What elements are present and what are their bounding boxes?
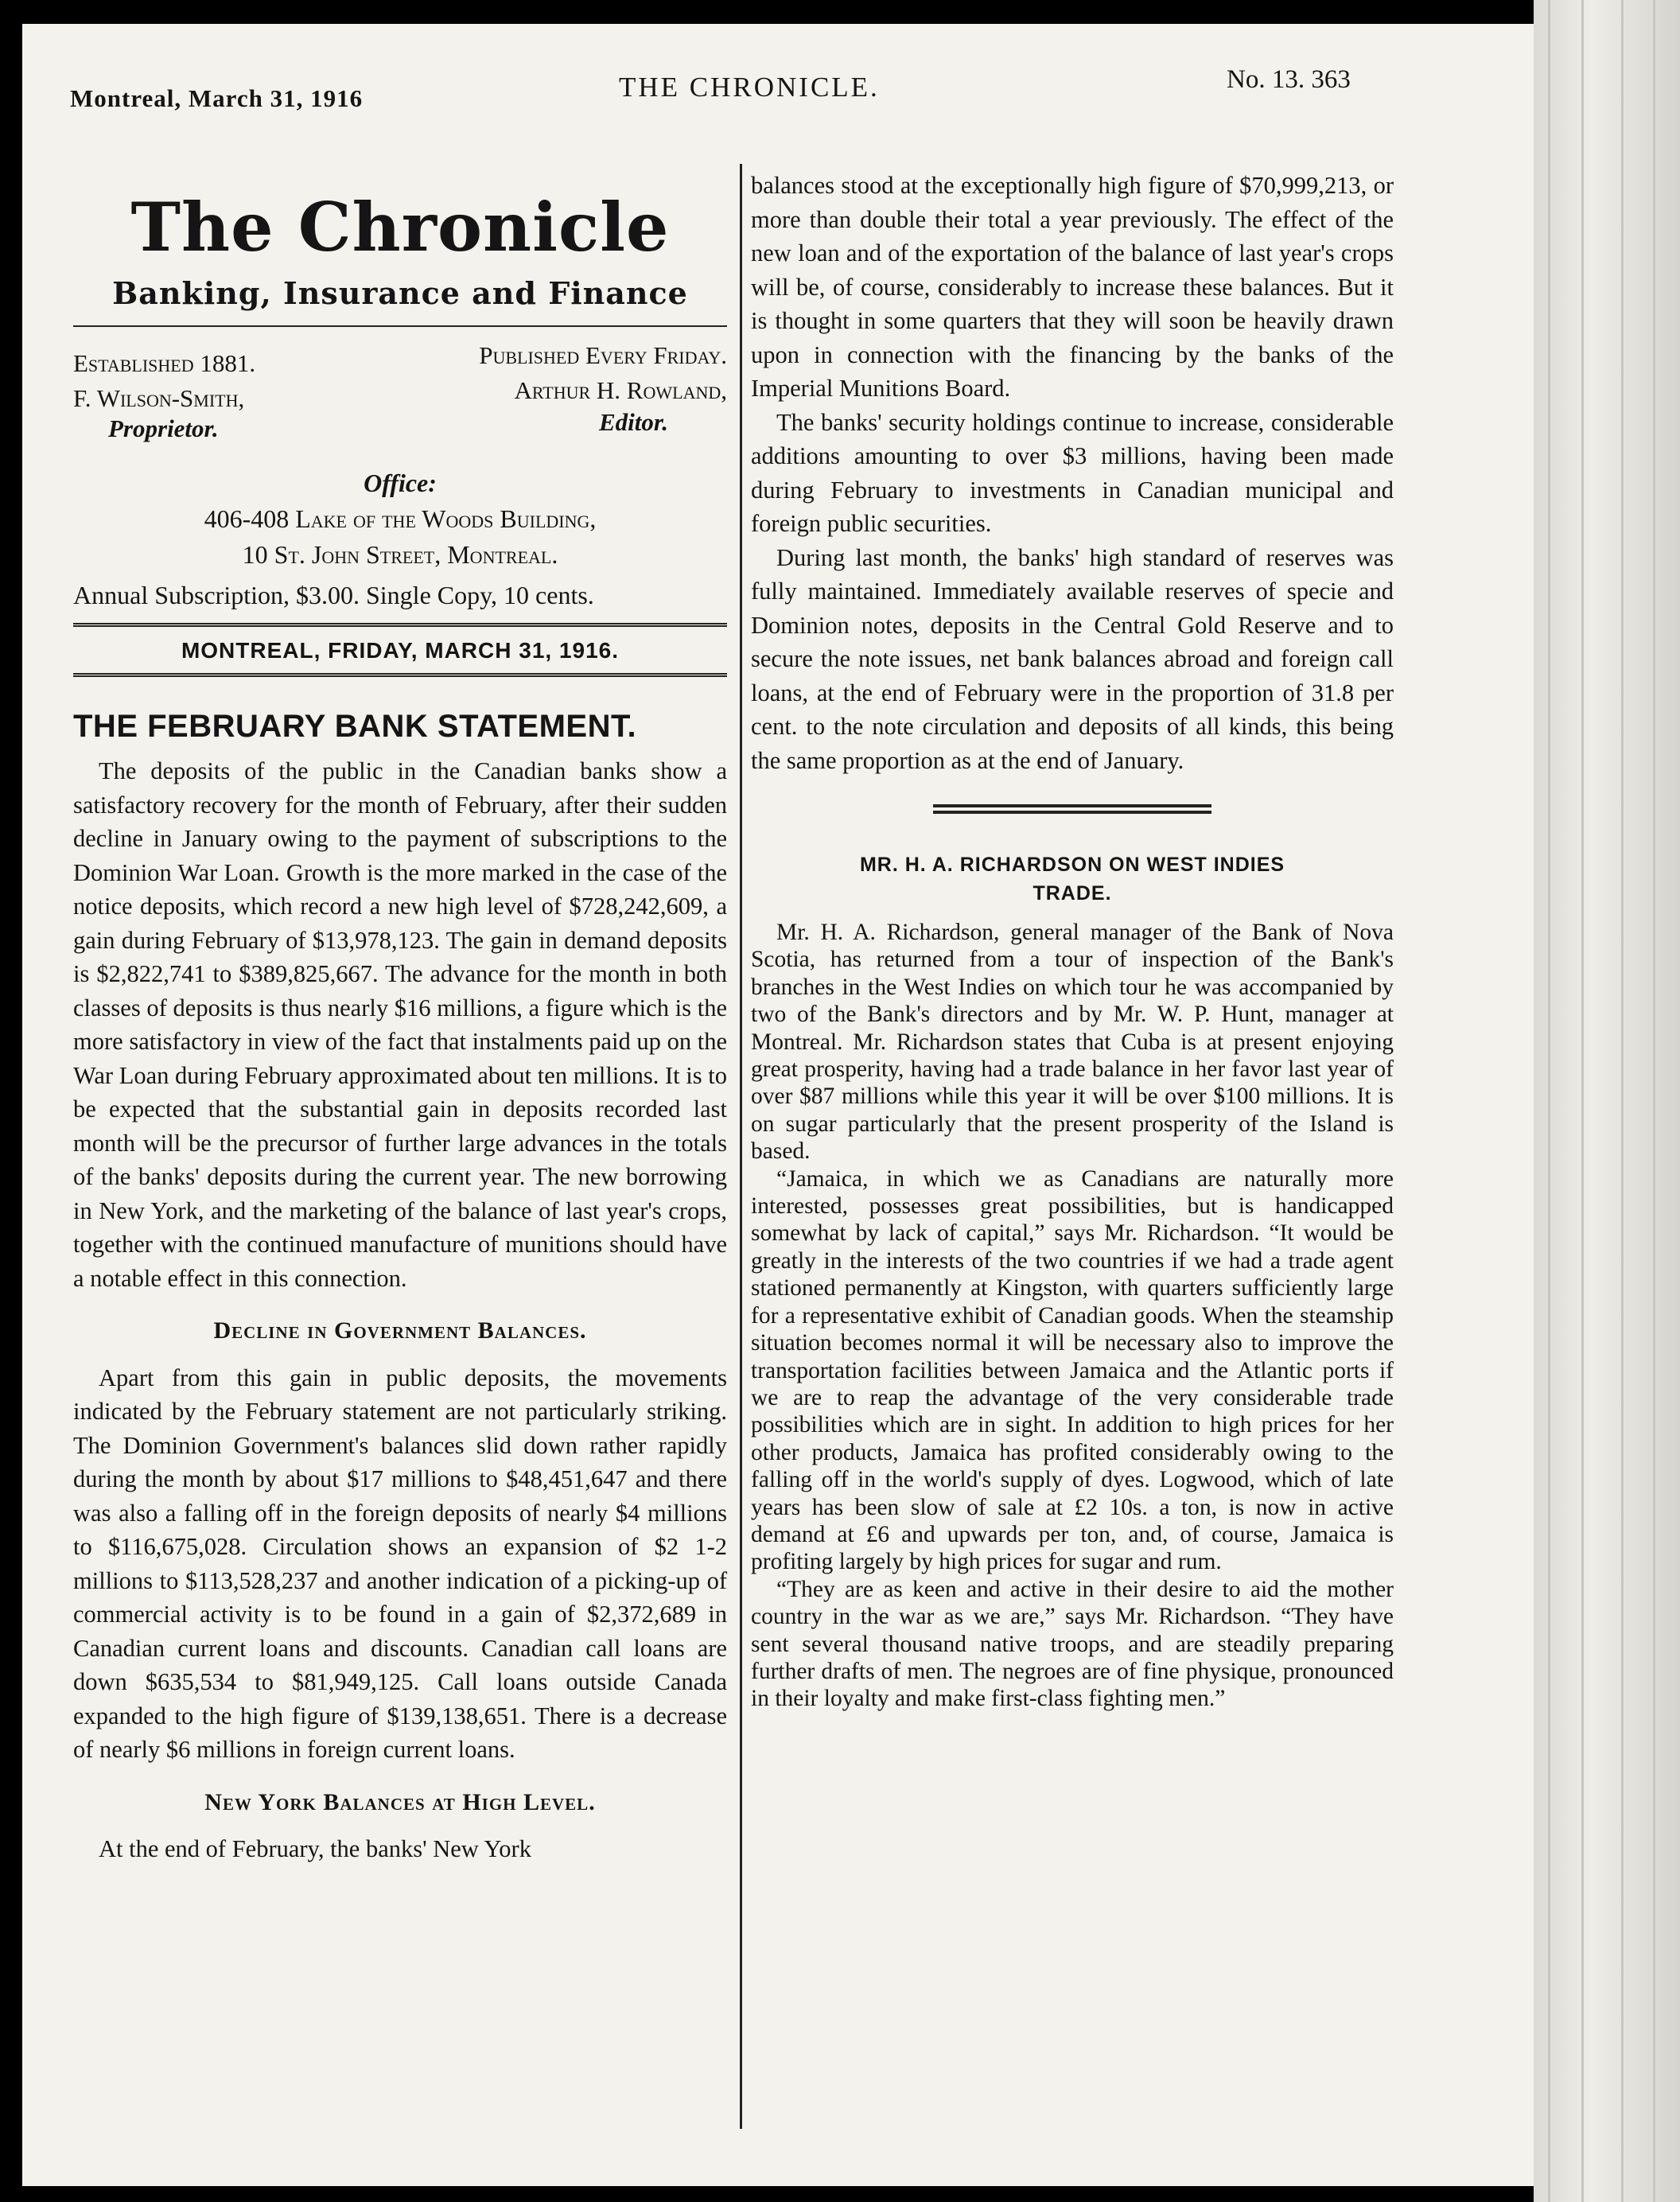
established-note: Established 1881. [73, 349, 256, 378]
publication-info [73, 341, 727, 469]
masthead-rule [73, 325, 727, 327]
running-head-date: Montreal, March 31, 1916 [70, 84, 364, 112]
section-subheading: Decline in Government Balances. [213, 1317, 587, 1344]
headline-line: MR. H. A. RICHARDSON ON WEST INDIES [859, 854, 1285, 876]
editor-role: Editor. [598, 408, 668, 437]
editor-name: Arthur H. Rowland, [514, 376, 727, 405]
article-paragraph: The banks' security holdings continue to increase, considerable additions amounting to over $3 millions, having been made during February to investments in Canadian municipal and foreign public securities. [751, 408, 1394, 537]
article-paragraph: During last month, the banks' high standard of reserves was fully maintained. Immediately available reserves of specie and Dominion notes, deposits in the Central Gold Reserve and to secure the note issues, net bank balances abroad and foreign call loans, at the end of February were in the proportion of 31.8 per cent. to the note circulation and deposits of all kinds, this being the same proportion as at the end of January. [751, 543, 1394, 774]
article-paragraph: “Jamaica, in which we as Canadians are naturally more interested, possesses great possibilities, but is handicapped somewhat by lack of capital,” says Mr. Richardson. “It would be greatly in the interests of the two countries if we had a trade agent stationed permanently at Kingston, with quarters sufficiently large for a representative exhibit of Canadian goods. When the steamship situation becomes normal it will be necessary also to improve the transportation facilities between Jamaica and the Atlantic ports if we are to reap the advantage of the very considerable trade possibilities which are in sight. In addition to high prices for her other products, Jamaica has profited considerably owing to the falling off in the world's supply of dyes. Logwood, which of late years has been slow of sale at £2 10s. a ton, is now in active demand at £6 and upwards per ton, and, of course, Jamaica is profiting largely by high prices for sugar and rum. [751, 1165, 1394, 1575]
article-headline: THE FEBRUARY BANK STATEMENT. [73, 709, 637, 745]
running-head [70, 65, 1390, 113]
article-paragraph: The deposits of the public in the Canadian banks show a satisfactory recovery for the month of February, after their sudden decline in January owing to the payment of subscriptions to the Dominion War Loan. Growth is the more marked in the case of the notice deposits, which record a new high level of $728,242,609, a gain during February of $13,978,123. The gain in demand deposits is $2,822,741 to $389,825,667. The advance for the month in both classes of deposits is thus nearly $16 millions, a figure which is the more satisfactory in view of the fact that instalments paid up on the War Loan during February approximated about ten millions. It is to be expected that the substantial gain in deposits recorded last month will be the precursor of further large advances in the totals of the banks' deposits during the current year. The new borrowing in New York, and the marketing of the balance of last year's crops, together with the continued manufacture of munitions should have a notable effect in this connection. [73, 757, 727, 1292]
dateline: MONTREAL, FRIDAY, MARCH 31, 1916. [181, 638, 620, 663]
right-column [751, 169, 1394, 1713]
article-body-left [73, 754, 727, 1866]
book-page-edge [1534, 0, 1680, 2202]
running-head-title: THE CHRONICLE. [619, 72, 880, 103]
article-paragraph-continued: balances stood at the exceptionally high figure of $70,999,213, or more than double their total a year previously. The effect of the new loan and of the exportation of the balance of last year's crops will be, of course, considerably to increase these balances. But it is thought in some quarters that they will soon be heavily drawn upon in connection with the financing by the banks of the Imperial Munitions Board. [751, 172, 1394, 402]
headline-line: TRADE. [1032, 882, 1112, 905]
proprietor-role: Proprietor. [108, 414, 219, 443]
second-article-headline [751, 850, 1394, 908]
column-divider [740, 164, 742, 2129]
article-paragraph: Apart from this gain in public deposits, the movements indicated by the February statement are not particularly striking. The Dominion Government's balances slid down rather rapidly during the month by about $17 millions to $48,451,647 and there was also a falling off in the foreign deposits of nearly $4 millions to $116,675,028. Circulation shows an expansion of $2 1-2 millions to $113,528,237 and another indication of a picking-up of commercial activity is to be found in a gain of $2,372,689 in Canadian current loans and discounts. Canadian call loans are down $635,534 to $81,949,125. Call loans outside Canada expanded to the high figure of $139,138,651. There is a decrease of nearly $6 millions in foreign current loans. [73, 1364, 727, 1764]
second-article-body [751, 919, 1394, 1713]
proprietor-name: F. Wilson-Smith, [73, 384, 245, 413]
newspaper-page [22, 24, 1534, 2186]
masthead-subtitle: Banking, Insurance and Finance [112, 275, 688, 312]
article-paragraph: “They are as keen and active in their desire to aid the mother country in the war as we are,” says Mr. Richardson. “They have sent several thousand native troops, and are steadily preparing further drafts of men. The negroes are of fine physique, pronounced in their loyalty and make first-class fighting men.” [751, 1576, 1394, 1712]
publication-frequency: Published Every Friday. [479, 341, 727, 370]
office-address-line1: 406-408 Lake of the Woods Building, [204, 504, 597, 534]
section-subheading: New York Balances at High Level. [204, 1788, 596, 1815]
article-body-right [751, 169, 1394, 777]
article-separator [933, 804, 1211, 814]
office-label: Office: [364, 469, 437, 498]
article-paragraph: Mr. H. A. Richardson, general manager of the Bank of Nova Scotia, has returned from a tour of inspection of the Bank's branches in the West Indies on which tour he was accompanied by two of the Bank's directors and by Mr. W. P. Hunt, manager at Montreal. Mr. Richardson states that Cuba is at present enjoying great prosperity, having had a trade balance in her favor last year of over $87 millions while this year it will be over $100 millions. It is on sugar particularly that the present prosperity of the Island is based. [751, 920, 1394, 1165]
left-column [73, 175, 727, 1866]
office-address-line2: 10 St. John Street, Montreal. [242, 540, 558, 570]
dateline-box [73, 623, 727, 677]
article-paragraph: At the end of February, the banks' New York [99, 1835, 531, 1863]
subscription-rates: Annual Subscription, $3.00. Single Copy, 10 cents. [73, 581, 594, 610]
masthead-title: The Chronicle [130, 188, 670, 266]
running-head-number: No. 13. 363 [1227, 65, 1351, 94]
